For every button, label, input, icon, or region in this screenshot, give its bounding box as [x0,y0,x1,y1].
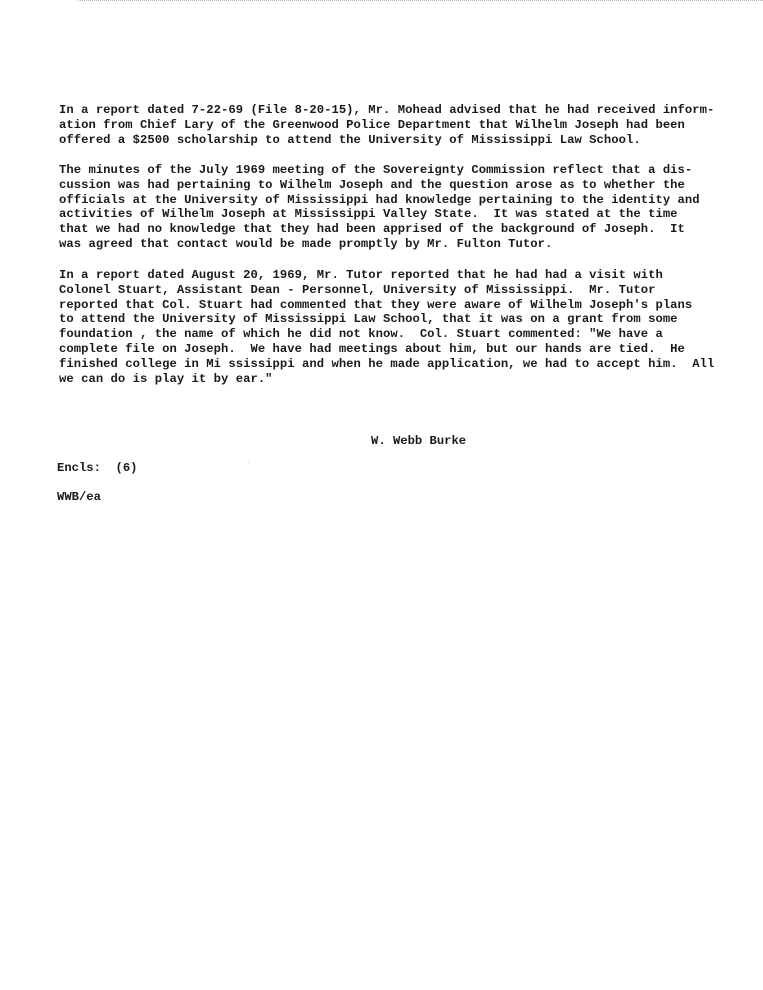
paragraph-line: foundation , the name of which he did not know. Col. Stuart commented: "We have a [59,327,663,342]
paragraph-commission-minutes [59,163,729,252]
paragraph-report-july [59,103,729,147]
paragraph-line: ation from Chief Lary of the Greenwood Police Department that Wilhelm Joseph had been [59,117,685,132]
paragraph-line: officials at the University of Mississippi had knowledge pertaining to the identity and [59,192,700,207]
enclosures-note: Encls: (6) [57,461,138,475]
paragraph-line: finished college in Mi ssissippi and when he made application, we had to accept him. All [59,356,715,371]
paragraph-line: The minutes of the July 1969 meeting of the Sovereignty Commission reflect that a dis- [59,163,693,177]
paragraph-line: that we had no knowledge that they had been apprised of the background of Joseph. It [59,222,685,237]
paragraph-line: we can do is play it by ear." [59,371,273,386]
paragraph-line: reported that Col. Stuart had commented that they were aware of Wilhelm Joseph's plans [59,297,693,312]
signature-name: W. Webb Burke [371,434,467,448]
paragraph-line: In a report dated August 20, 1969, Mr. Tutor reported that he had had a visit with [59,268,663,282]
paragraph-line: activities of Wilhelm Joseph at Mississippi Valley State. It was stated at the time [59,207,678,222]
paragraph-line: was agreed that contact would be made promptly by Mr. Fulton Tutor. [59,236,553,251]
paragraph-line: Colonel Stuart, Assistant Dean - Personnel, University of Mississippi. Mr. Tutor [59,282,656,297]
top-edge-border [78,0,763,1]
paragraph-line: cussion was had pertaining to Wilhelm Joseph and the question arose as to whether the [59,177,685,192]
paragraph-report-august [59,268,729,386]
paragraph-line: to attend the University of Mississippi Law School, that it was on a grant from some [59,312,678,327]
paragraph-line: offered a $2500 scholarship to attend the University of Mississippi Law School. [59,132,641,147]
typist-initials: WWB/ea [57,490,101,504]
paragraph-line: complete file on Joseph. We have had meetings about him, but our hands are tied. He [59,341,685,356]
paragraph-line: In a report dated 7-22-69 (File 8-20-15), Mr. Mohead advised that he had received inform- [59,103,715,117]
scan-speck [248,462,249,463]
